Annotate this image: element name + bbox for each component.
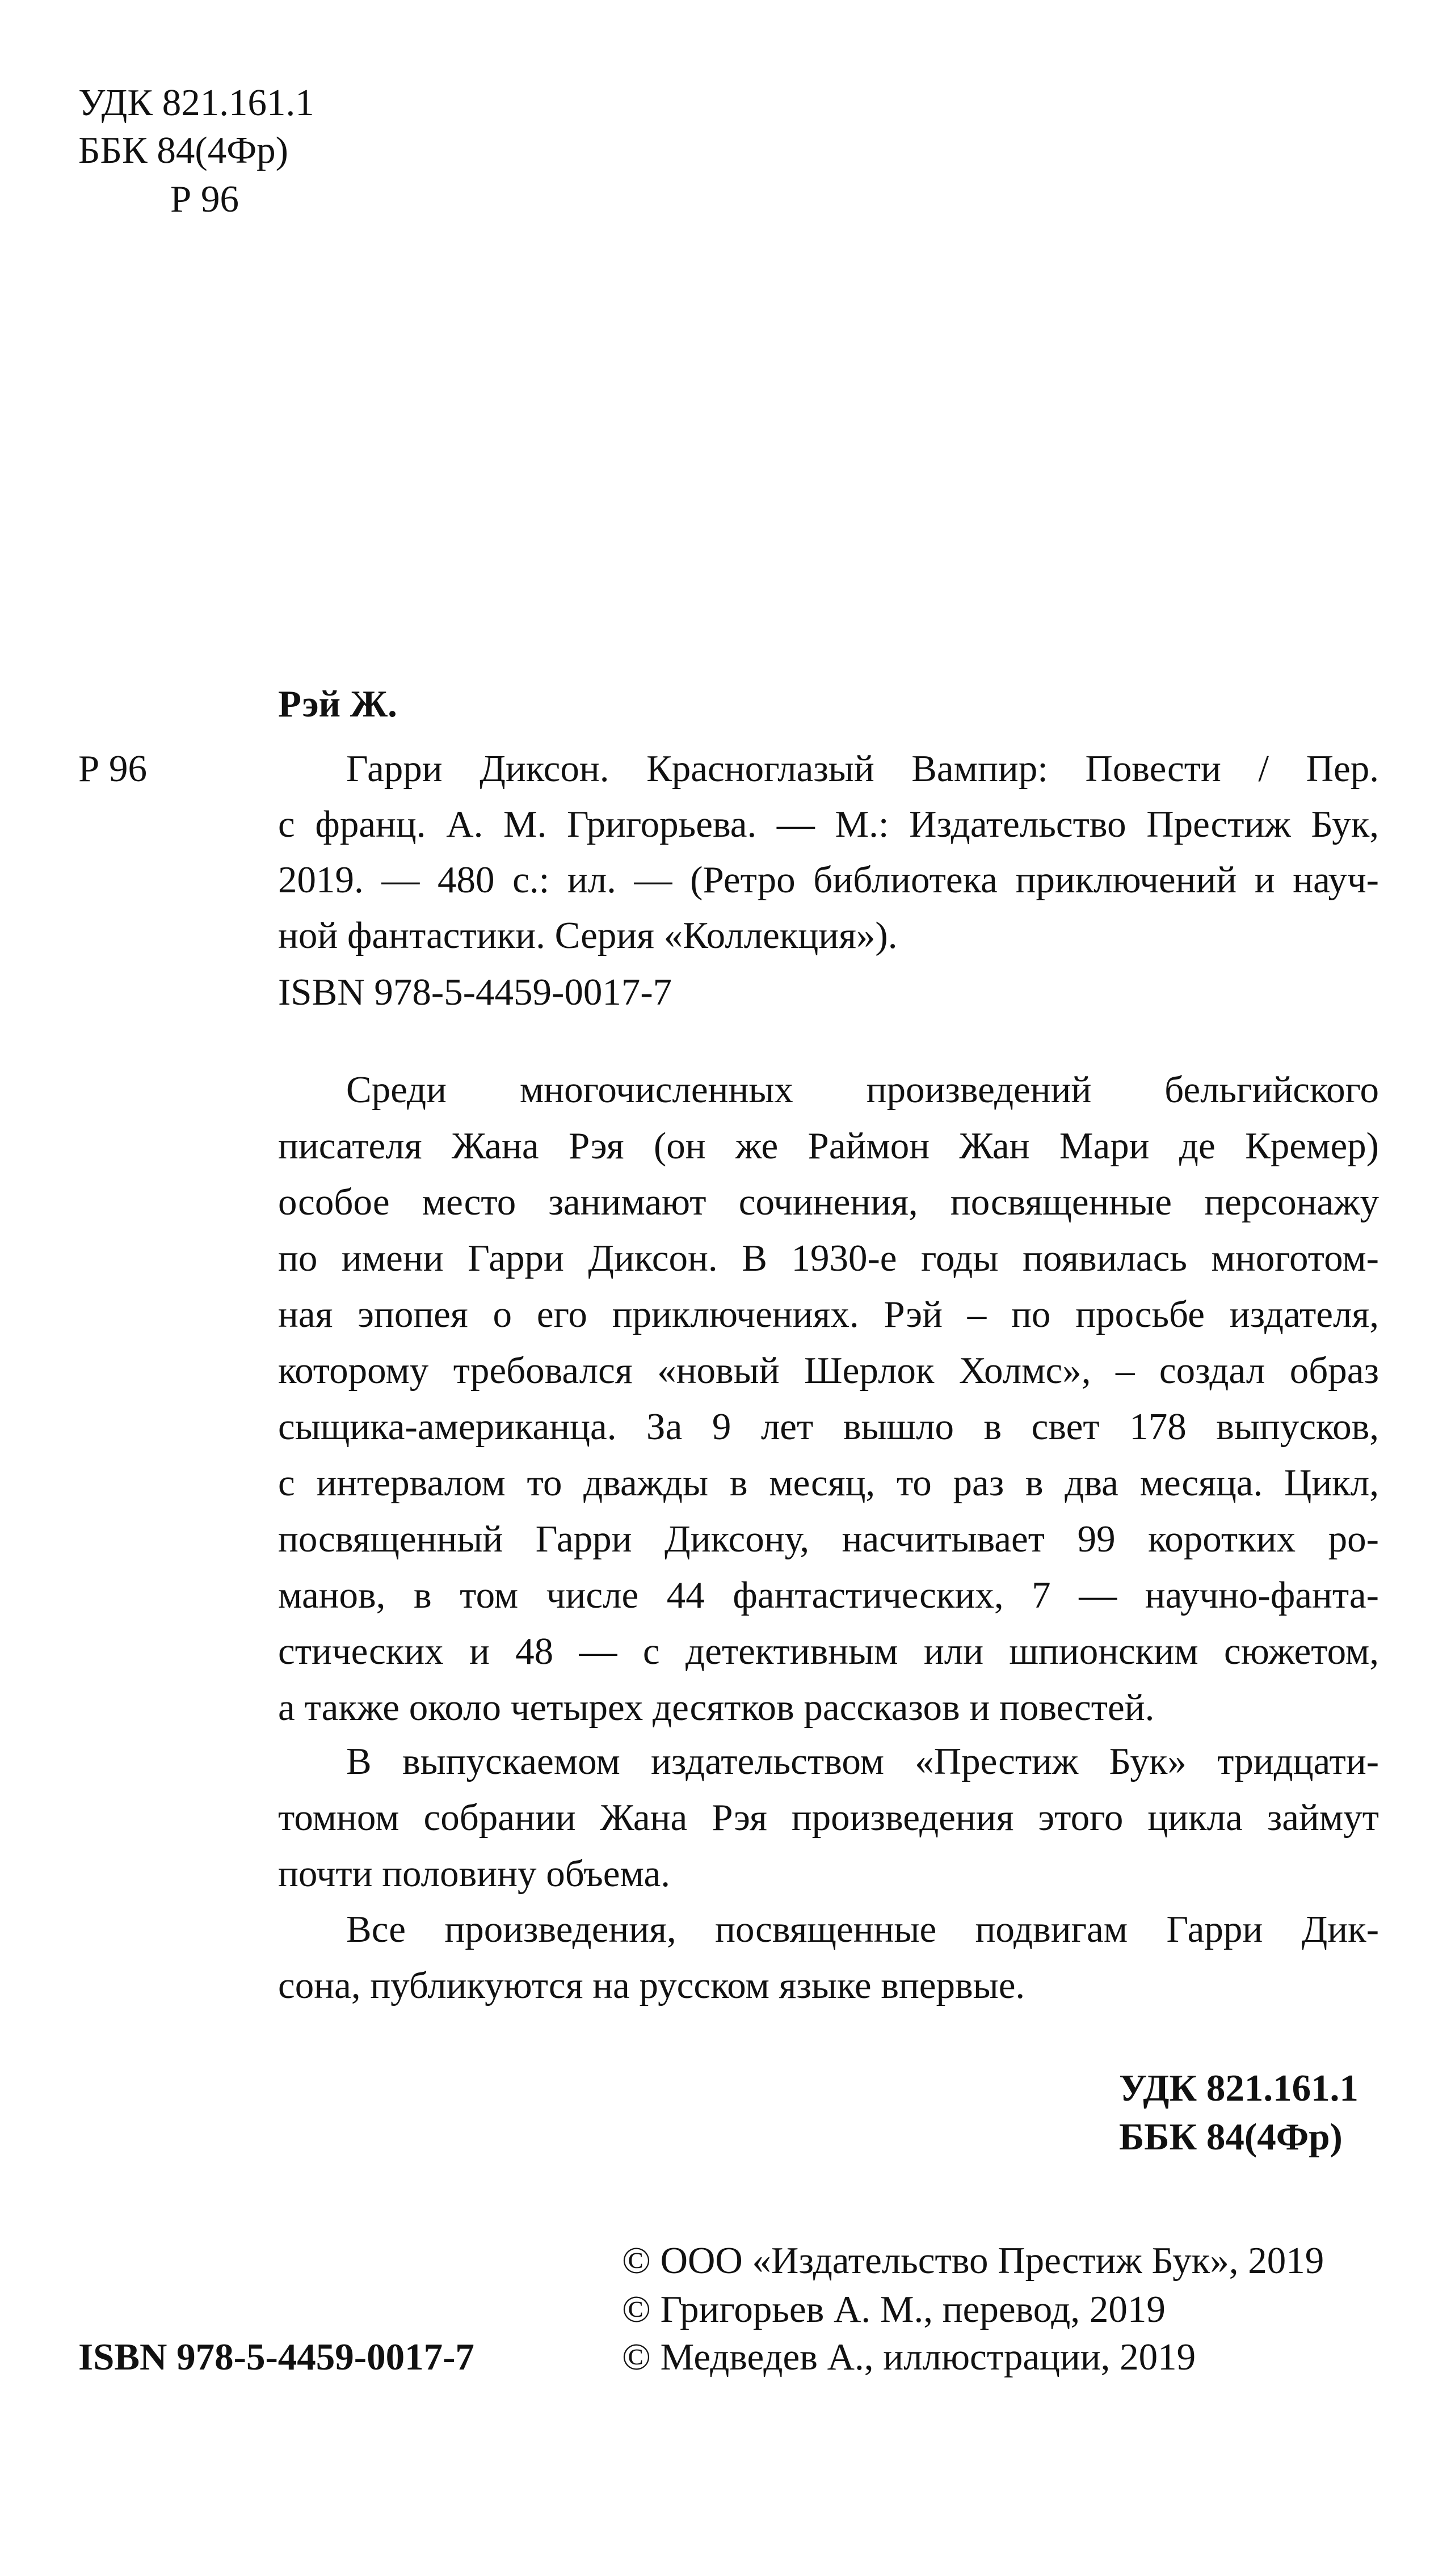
annotation-line: томном собрании Жана Рэя произведения этого цикла займут <box>278 1797 1379 1839</box>
annotation-line: посвященный Гарри Диксону, насчитывает 99 коротких ро- <box>278 1518 1379 1560</box>
annotation-line: стических и 48 — с детективным или шпионским сюжетом, <box>278 1630 1379 1672</box>
footer-isbn: ISBN 978-5-4459-0017-7 <box>78 2336 474 2378</box>
annotation-line: особое место занимают сочинения, посвященные персонажу <box>278 1181 1379 1223</box>
annotation-line: сона, публикуются на русском языке впервые. <box>278 1964 1025 2006</box>
annotation-line: писателя Жана Рэя (он же Раймон Жан Мари де Кремер) <box>278 1125 1379 1167</box>
annotation-line: манов, в том числе 44 фантастических, 7 — научно-фанта- <box>278 1574 1379 1616</box>
catalog-line: 2019. — 480 с.: ил. — (Ретро библиотека приключений и науч- <box>278 859 1379 901</box>
annotation-line: а также около четырех десятков рассказов и повестей. <box>278 1687 1155 1728</box>
catalog-line: ной фантастики. Серия «Коллекция»). <box>278 914 898 956</box>
annotation-line: Все произведения, посвященные подвигам Гарри Дик- <box>346 1908 1379 1950</box>
annotation-line: сыщика-американца. За 9 лет вышло в свет 178 выпусков, <box>278 1406 1379 1448</box>
copyright-illustrator: © Медведев А., иллюстрации, 2019 <box>622 2336 1196 2378</box>
copyright-translator: © Григорьев А. М., перевод, 2019 <box>622 2288 1166 2330</box>
footer-bbk-code: ББК 84(4Фр) <box>1119 2116 1343 2158</box>
catalog-line: с франц. А. М. Григорьева. — М.: Издательство Престиж Бук, <box>278 803 1379 845</box>
annotation-line: В выпускаемом издательством «Престиж Бук» тридцати- <box>346 1740 1379 1782</box>
annotation-line: с интервалом то дважды в месяц, то раз в два месяца. Цикл, <box>278 1462 1379 1504</box>
catalog-author: Рэй Ж. <box>278 683 397 725</box>
catalog-isbn: ISBN 978-5-4459-0017-7 <box>278 971 672 1013</box>
annotation-line: по имени Гарри Диксон. В 1930-е годы появилась многотом- <box>278 1237 1379 1279</box>
footer-udk-code: УДК 821.161.1 <box>1119 2067 1359 2109</box>
annotation-line: почти половину объема. <box>278 1853 670 1895</box>
annotation-line: ная эпопея о его приключениях. Рэй – по просьбе издателя, <box>278 1293 1379 1335</box>
bbk-code: ББК 84(4Фр) <box>78 129 288 171</box>
copyright-publisher: © ООО «Издательство Престиж Бук», 2019 <box>622 2240 1324 2282</box>
annotation-line: Среди многочисленных произведений бельгийского <box>346 1069 1379 1111</box>
author-mark: Р 96 <box>170 178 239 220</box>
annotation-line: которому требовался «новый Шерлок Холмс», – создал образ <box>278 1350 1379 1392</box>
udk-code: УДК 821.161.1 <box>78 82 314 124</box>
catalog-author-mark: Р 96 <box>78 748 148 790</box>
catalog-line: Гарри Диксон. Красноглазый Вампир: Повести / Пер. <box>346 748 1379 790</box>
